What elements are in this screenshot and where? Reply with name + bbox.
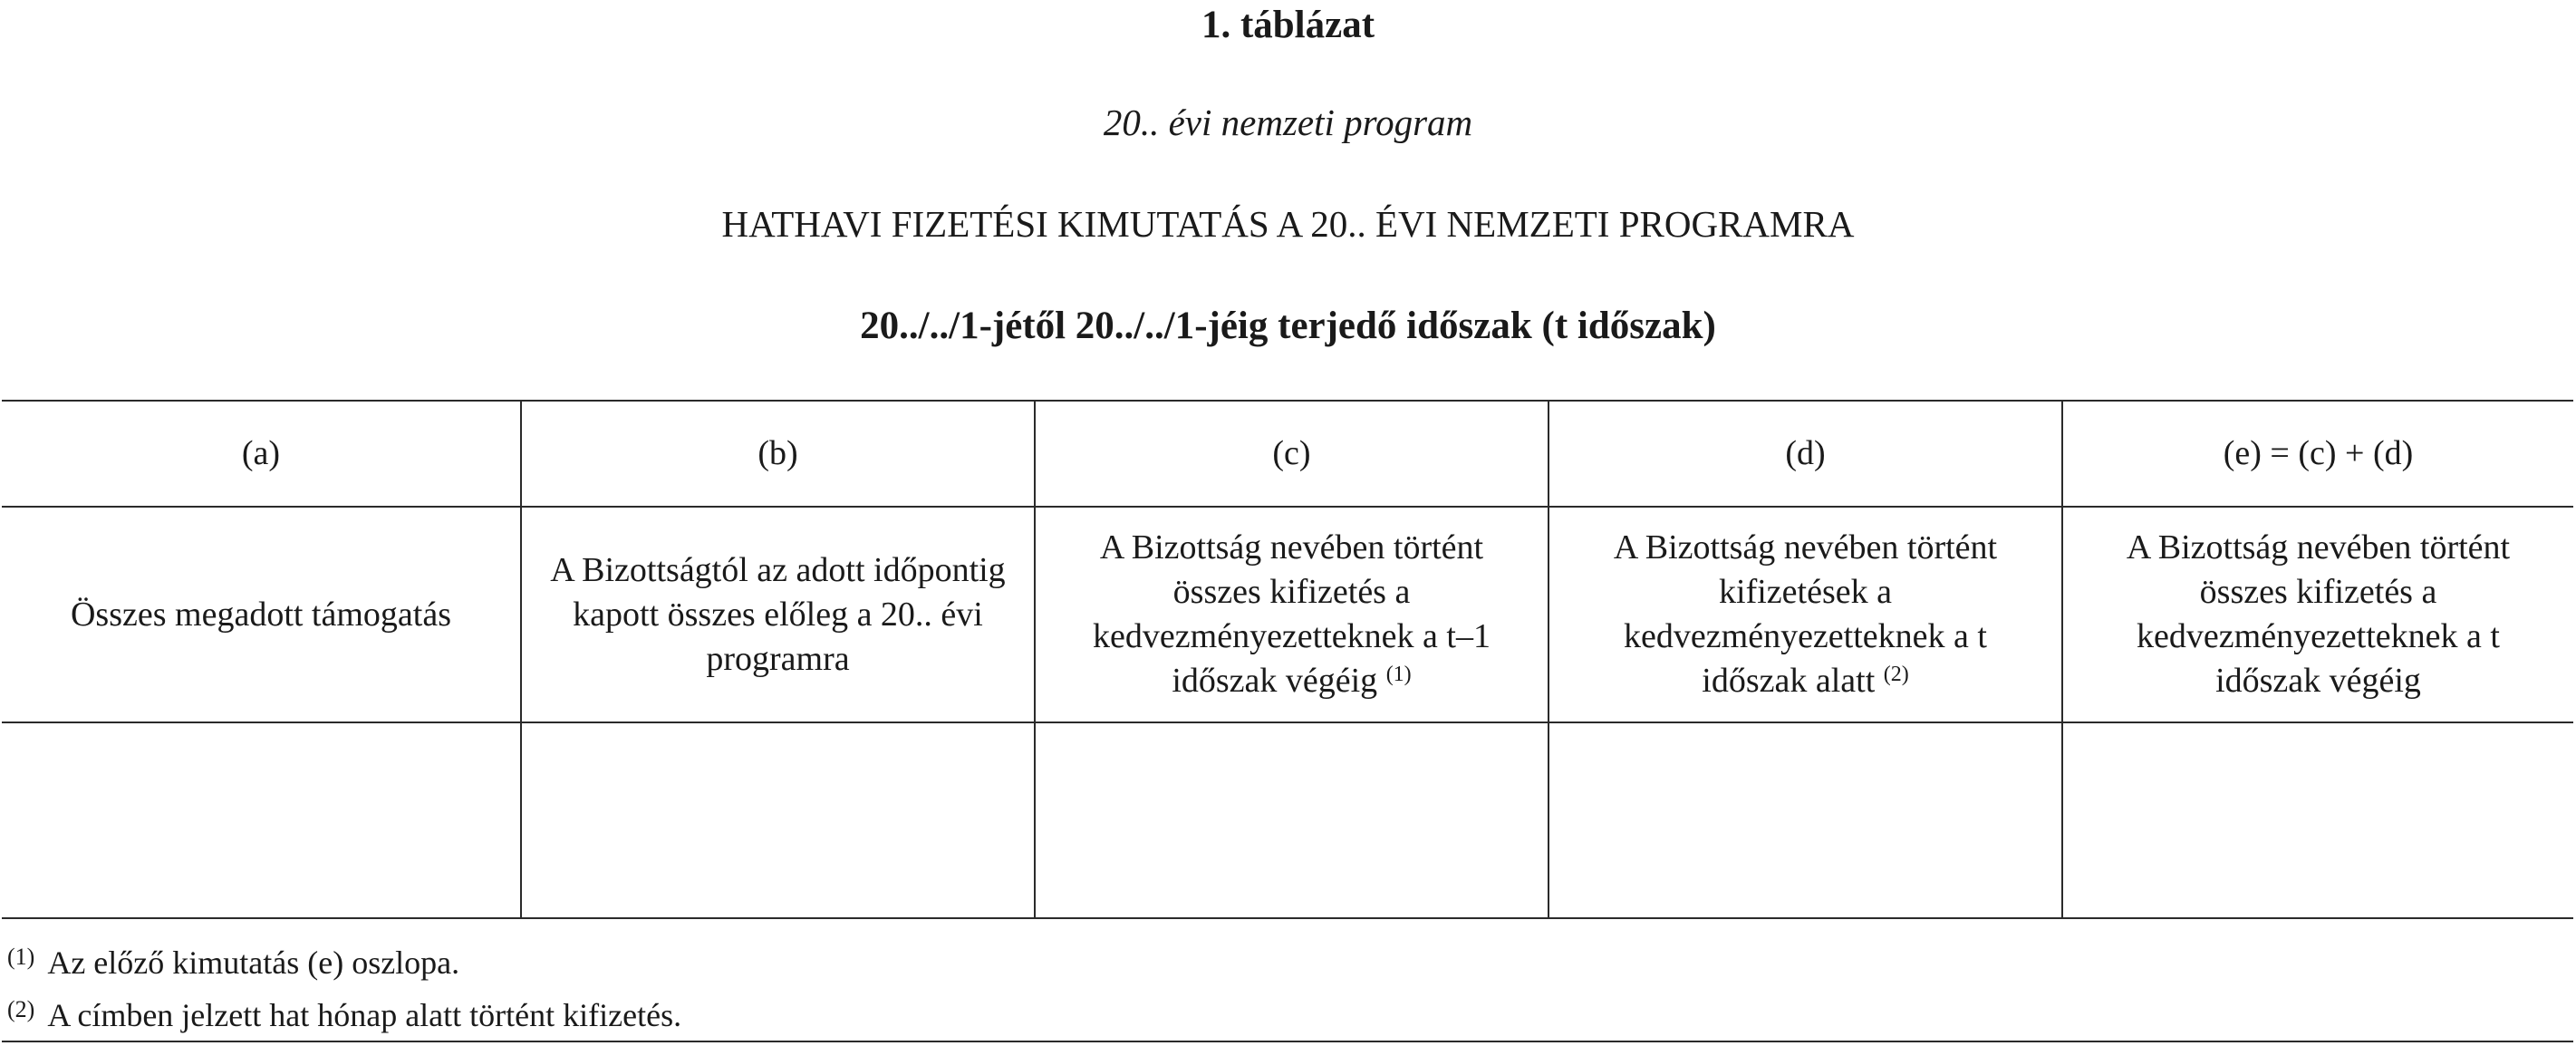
column-letter-e: (e) = (c) + (d) [2062,401,2573,507]
column-description-e [2062,507,2573,722]
data-cell-b [521,722,1035,918]
footnote-marker-2: (2) [7,996,35,1022]
column-letter-a: (a) [2,401,521,507]
footnote-marker-1: (1) [7,944,35,970]
column-description-d [1548,507,2062,722]
description-text-e: A Bizottság nevében történt összes kifizetés a kedvezményezetteknek a t időszak végéig [2126,528,2511,700]
column-description-c [1035,507,1548,722]
data-cell-a [2,722,521,918]
payment-statement-table [2,400,2573,919]
footnotes [7,934,681,1039]
column-description-row [2,507,2573,722]
column-letter-row [2,401,2573,507]
data-cell-c [1035,722,1548,918]
bottom-divider [2,1041,2573,1042]
statement-title: HATHAVI FIZETÉSI KIMUTATÁS A 20.. ÉVI NEMZETI PROGRAMRA [721,203,1855,245]
description-text-a: Összes megadott támogatás [70,595,451,634]
data-cell-d [1548,722,2062,918]
column-description-b [521,507,1035,722]
footnote-ref-2: (2) [1883,663,1909,686]
footnote-2 [7,986,681,1039]
footnote-1 [7,934,681,986]
footnote-text-1: Az előző kimutatás (e) oszlopa. [47,944,460,981]
period-heading: 20../../1-jétől 20../../1-jéig terjedő időszak (t időszak) [860,305,1716,347]
footnote-ref-1: (1) [1385,663,1412,686]
program-subtitle: 20.. évi nemzeti program [1103,102,1473,143]
footnote-text-2: A címben jelzett hat hónap alatt történt kifizetés. [47,997,682,1033]
column-description-a [2,507,521,722]
column-letter-c: (c) [1035,401,1548,507]
column-letter-d: (d) [1548,401,2062,507]
data-cell-e [2062,722,2573,918]
description-text-b: A Bizottságtól az adott időpontig kapott összes előleg a 20.. évi programra [550,550,1006,678]
description-text-c: A Bizottság nevében történt összes kifizetés a kedvezményezetteknek a t–1 időszak végéig [1093,528,1491,700]
description-text-d: A Bizottság nevében történt kifizetések a kedvezményezetteknek a t időszak alatt [1613,528,1998,700]
data-entry-row [2,722,2573,918]
column-letter-b: (b) [521,401,1035,507]
table-number-heading: 1. táblázat [1201,4,1375,46]
